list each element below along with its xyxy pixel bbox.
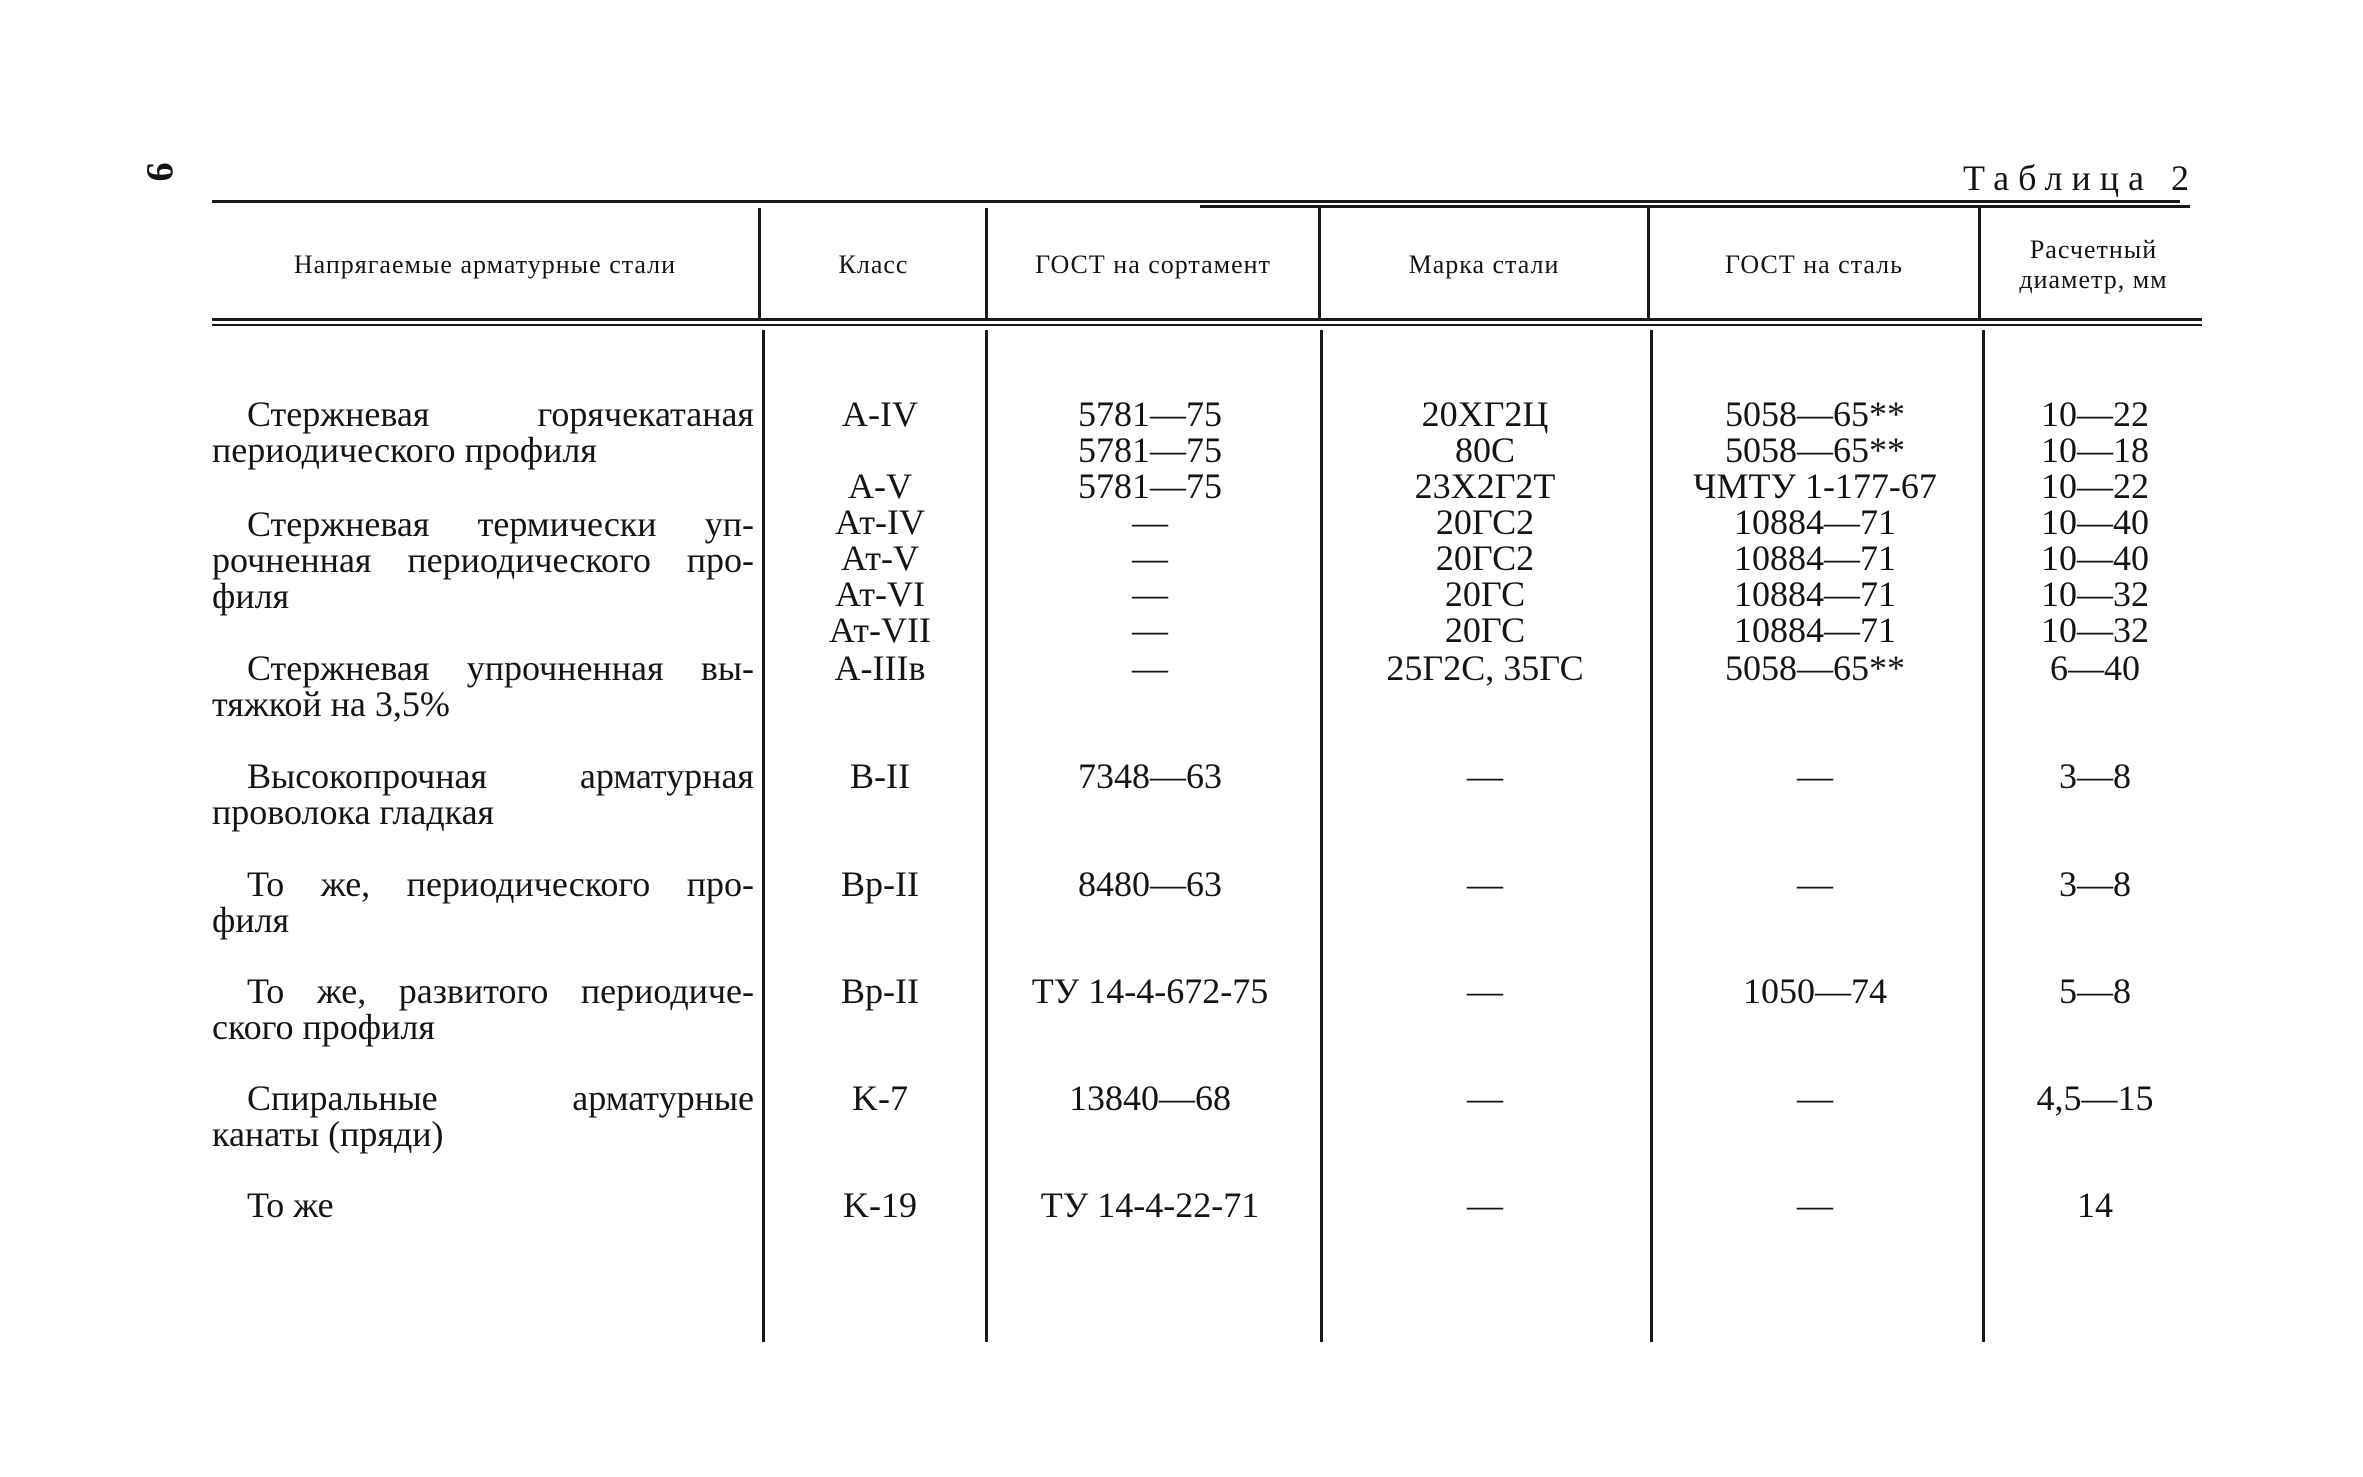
steel-name: Спиральные арматурные канаты (пряди) [212, 1078, 754, 1154]
cell-class: Ат-IV [835, 502, 925, 542]
column-divider [762, 330, 765, 1342]
cell-gost-sortament: ТУ 14-4-22-71 [1040, 1185, 1260, 1225]
cell-diameter: 10—22 [2041, 466, 2149, 506]
cell-class: Ат-VII [829, 610, 931, 650]
cell-gost-sortament: 5781—75 [1078, 430, 1222, 470]
cell-class: K-7 [852, 1078, 908, 1118]
cell-steel-grade: 80С [1454, 430, 1515, 470]
header-gost-steel: ГОСТ на сталь [1725, 250, 1903, 280]
header-steel-grade: Марка стали [1408, 250, 1560, 280]
table-top-rule-right [1200, 205, 2190, 208]
cell-steel-grade: — [1467, 971, 1503, 1011]
cell-diameter: 10—32 [2041, 610, 2149, 650]
cell-diameter: 5—8 [2059, 971, 2131, 1011]
cell-class: A-IIIв [834, 648, 926, 688]
cell-steel-grade: 20ХГ2Ц [1421, 394, 1549, 434]
cell-diameter: 10—40 [2041, 502, 2149, 542]
cell-gost-sortament: — [1132, 538, 1168, 578]
cell-gost-sortament: — [1132, 574, 1168, 614]
cell-steel-grade: — [1467, 1185, 1503, 1225]
cell-gost-sortament: 5781—75 [1078, 466, 1222, 506]
cell-gost-steel: 5058—65** [1725, 648, 1905, 688]
cell-gost-steel: 5058—65** [1725, 430, 1905, 470]
cell-gost-sortament: 8480—63 [1078, 864, 1222, 904]
cell-steel-grade: 20ГС2 [1435, 502, 1535, 542]
header-gost-sortament: ГОСТ на сортамент [1035, 250, 1271, 280]
steel-name: То же, развитого периодиче- ского профиля [212, 971, 754, 1047]
cell-diameter: 14 [2077, 1185, 2113, 1225]
column-divider [985, 330, 988, 1342]
header-bottom-rule-double [212, 324, 2202, 326]
cell-steel-grade: 23Х2Г2Т [1414, 466, 1556, 506]
table-caption: Таблица 2 [1963, 158, 2198, 198]
cell-gost-sortament: 13840—68 [1069, 1078, 1231, 1118]
table-top-rule [212, 200, 2180, 203]
header-class: Класс [838, 250, 909, 280]
cell-class: Ат-VI [835, 574, 925, 614]
cell-class: Вр-II [841, 864, 919, 904]
cell-steel-grade: — [1467, 864, 1503, 904]
cell-steel-grade: 20ГС2 [1435, 538, 1535, 578]
cell-diameter: 4,5—15 [2036, 1078, 2154, 1118]
page-number: 9 [138, 162, 181, 182]
cell-gost-steel: 1050—74 [1743, 971, 1887, 1011]
cell-gost-steel: 10884—71 [1734, 502, 1896, 542]
cell-gost-steel: — [1797, 864, 1833, 904]
cell-gost-sortament: — [1132, 502, 1168, 542]
cell-class: Вр-II [841, 971, 919, 1011]
cell-class: A-IV [842, 394, 918, 434]
cell-gost-sortament: 5781—75 [1078, 394, 1222, 434]
steel-name: Высокопрочная арматурная проволока гладкая [212, 756, 754, 832]
cell-diameter: 10—18 [2041, 430, 2149, 470]
cell-class: A-V [848, 466, 912, 506]
steel-name: Стержневая горячекатаная периодического профиля [212, 394, 754, 470]
cell-gost-sortament: — [1132, 648, 1168, 688]
cell-diameter: 10—22 [2041, 394, 2149, 434]
header-name: Напрягаемые арматурные стали [293, 250, 677, 280]
cell-gost-steel: — [1797, 1185, 1833, 1225]
steel-name: Стержневая термически уп- рочненная периодического про- филя [212, 504, 754, 616]
cell-gost-steel: — [1797, 1078, 1833, 1118]
cell-class: Ат-V [841, 538, 919, 578]
cell-gost-steel: — [1797, 756, 1833, 796]
cell-class: B-II [850, 756, 910, 796]
cell-diameter: 10—40 [2041, 538, 2149, 578]
cell-diameter: 10—32 [2041, 574, 2149, 614]
cell-steel-grade: — [1467, 756, 1503, 796]
cell-steel-grade: 20ГС [1444, 610, 1526, 650]
cell-gost-sortament: ТУ 14-4-672-75 [1031, 971, 1269, 1011]
steel-name: То же [247, 1185, 334, 1225]
steel-name: То же, периодического про- филя [212, 864, 754, 940]
cell-gost-steel: 10884—71 [1734, 538, 1896, 578]
cell-gost-steel: 5058—65** [1725, 394, 1905, 434]
cell-gost-steel: ЧМТУ 1-177-67 [1693, 466, 1937, 506]
cell-steel-grade: 20ГС [1444, 574, 1526, 614]
cell-gost-sortament: 7348—63 [1078, 756, 1222, 796]
cell-steel-grade: — [1467, 1078, 1503, 1118]
cell-gost-steel: 10884—71 [1734, 610, 1896, 650]
cell-diameter: 6—40 [2050, 648, 2140, 688]
cell-diameter: 3—8 [2059, 756, 2131, 796]
cell-diameter: 3—8 [2059, 864, 2131, 904]
header-diameter: Расчетный диаметр, мм [2019, 235, 2168, 294]
cell-steel-grade: 25Г2С, 35ГС [1386, 648, 1584, 688]
cell-gost-steel: 10884—71 [1734, 574, 1896, 614]
cell-class: K-19 [843, 1185, 917, 1225]
cell-gost-sortament: — [1132, 610, 1168, 650]
header-divider [758, 208, 761, 318]
steel-name: Стержневая упрочненная вы- тяжкой на 3,5% [212, 648, 754, 724]
header-bottom-rule [212, 318, 2202, 321]
